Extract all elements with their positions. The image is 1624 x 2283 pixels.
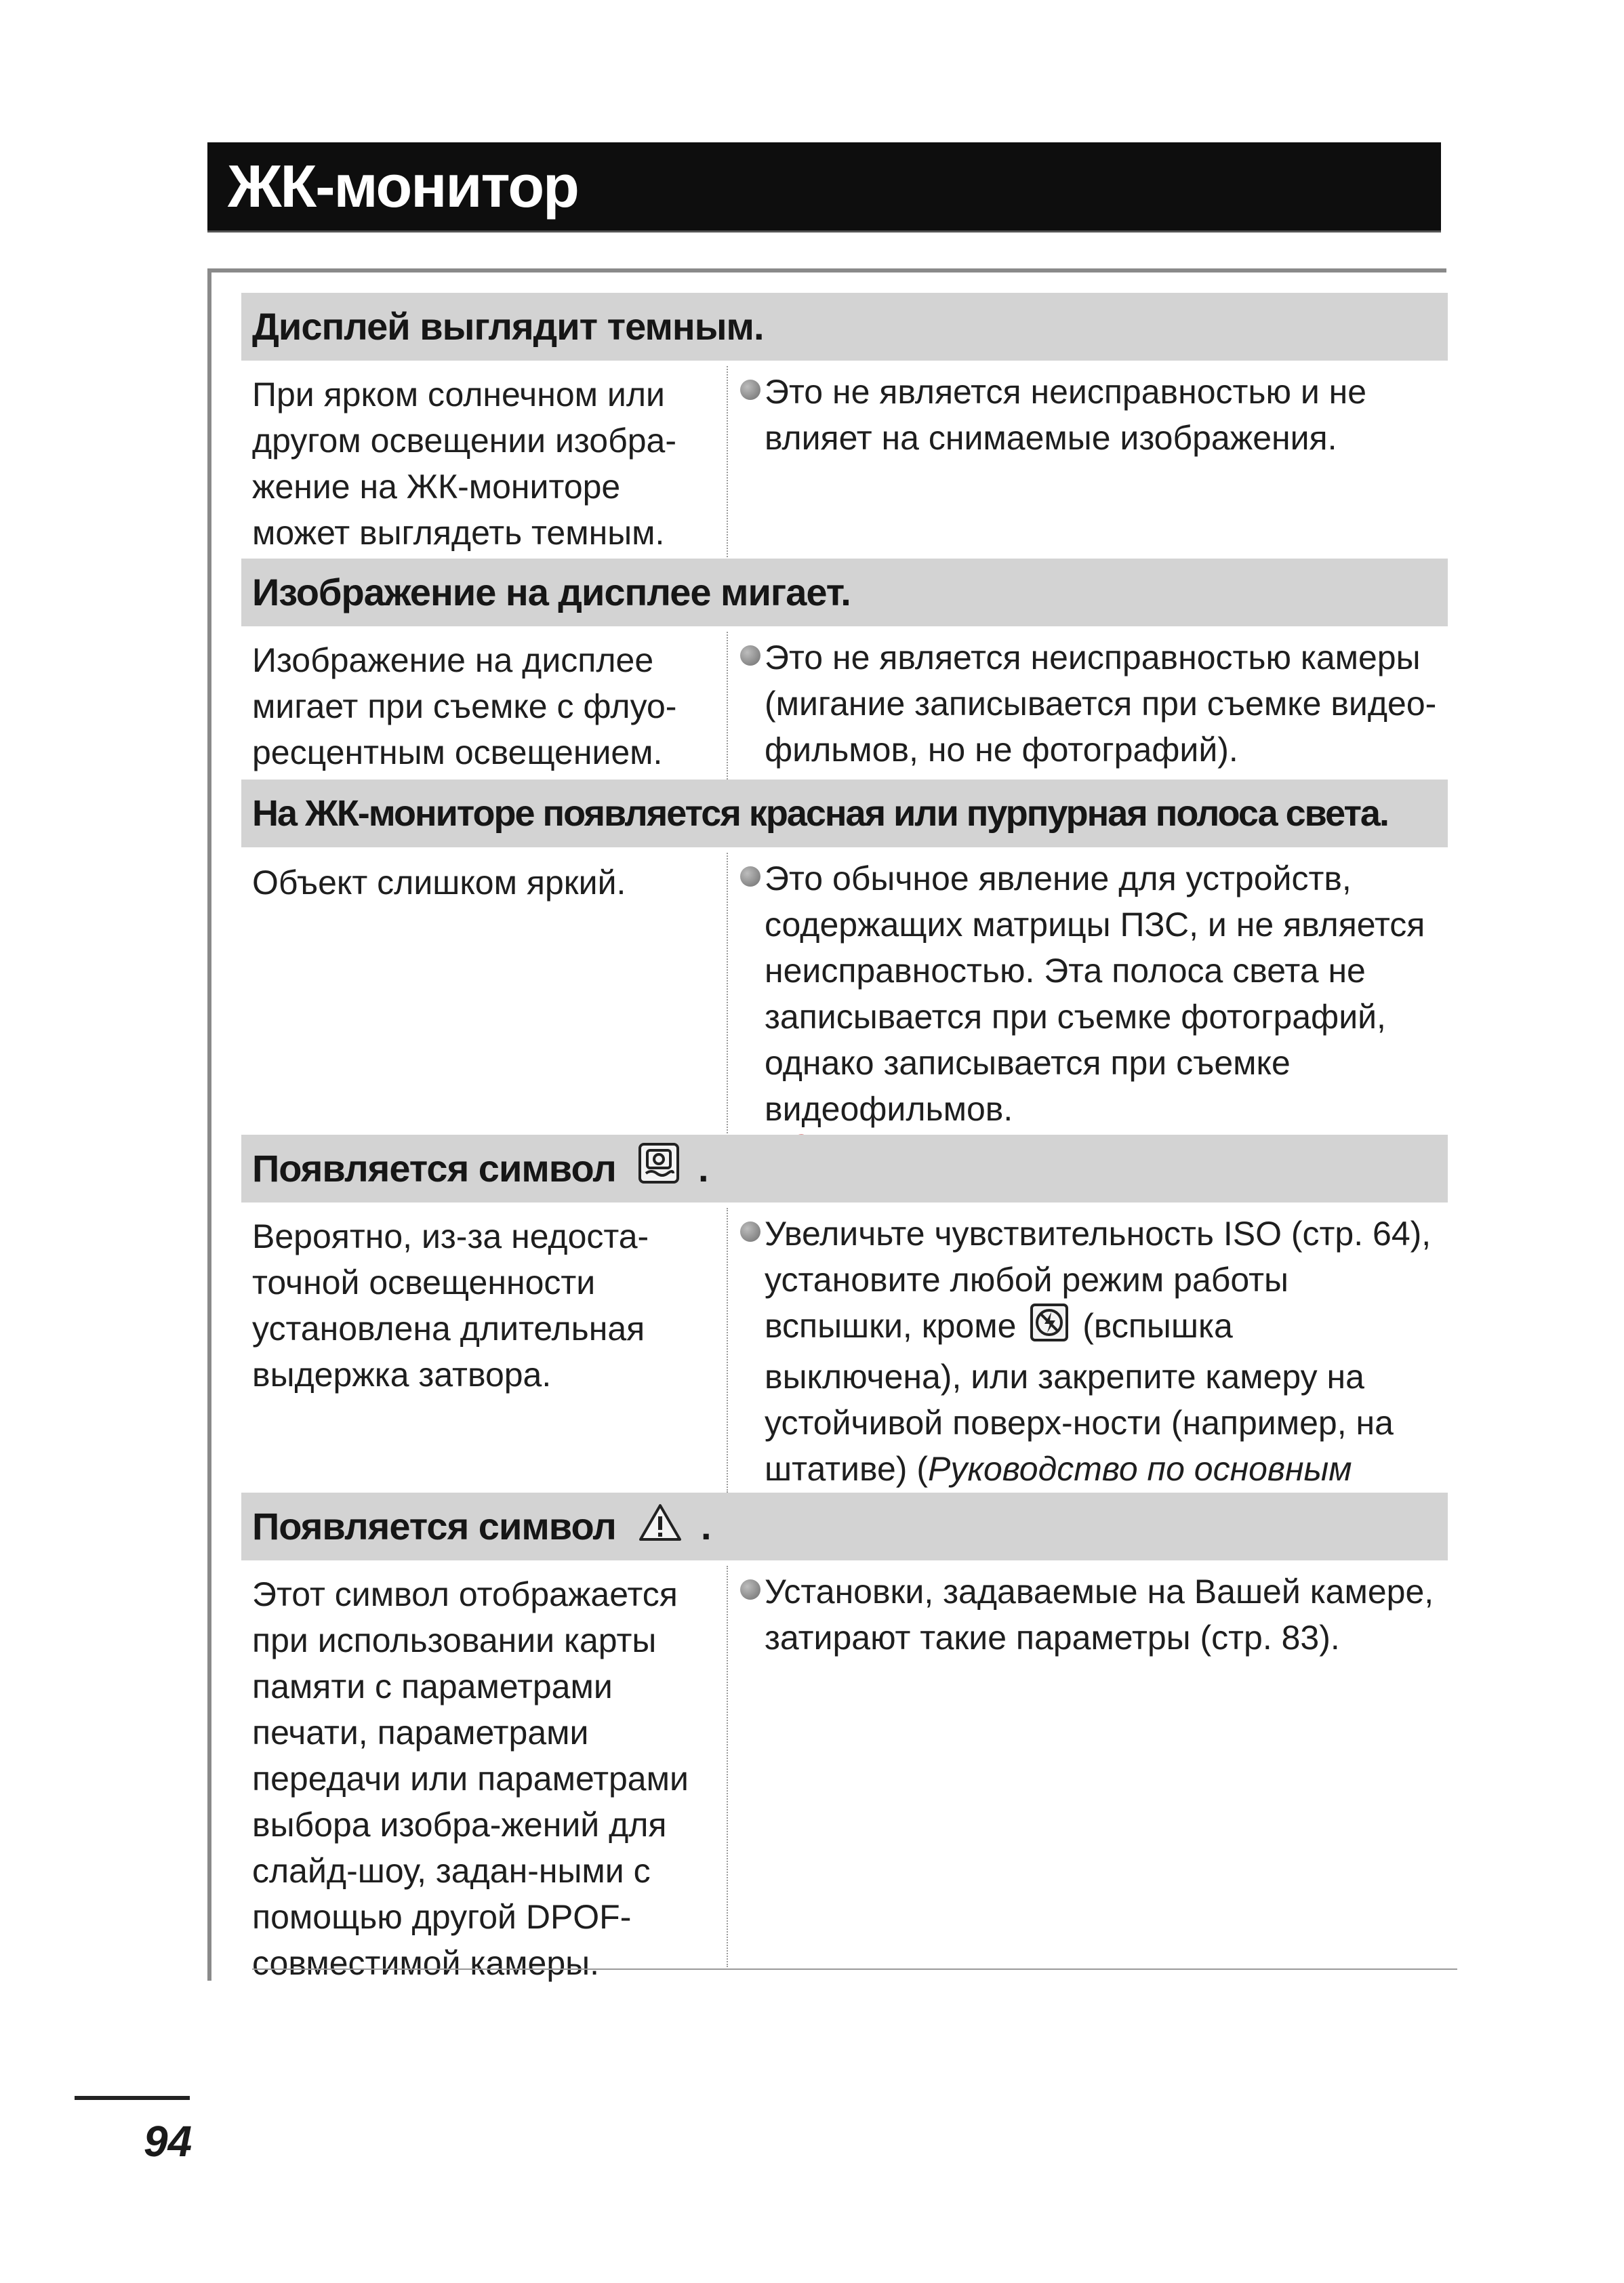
warning-triangle-icon: [638, 1495, 683, 1563]
heading-period: .: [701, 1505, 711, 1548]
cause-text: Этот символ отображается при использовании карты памяти с параметрами печати, параметрами передачи или параметрами выбора изобра-жений для слайд-шоу, задан-ными с помощью другой DPOF-совместимой камеры.: [252, 1575, 689, 1982]
solution-text-content: Это не является неисправностью и не влияет на снимаемые изображения.: [765, 373, 1367, 457]
cause-text: Вероятно, из-за недоста-точной освещенности установлена длительная выдержка затвора.: [252, 1217, 649, 1394]
solution-text-content: Это не является неисправностью камеры (мигание записывается при съемке видео-фильмов, но не фотографий).: [765, 639, 1437, 769]
cause-text: При ярком солнечном или другом освещении изобра-жение на ЖК-мониторе может выглядеть темным.: [252, 376, 677, 552]
section-heading-shake-symbol: [241, 1135, 1448, 1203]
section-heading-dark-display: Дисплей выглядит темным.: [241, 293, 1448, 361]
table-bottom-rule: [252, 1968, 1457, 1970]
solution-text-content: Это обычное явление для устройств, содержащих матрицы ПЗС, и не является неисправностью. Эта полоса света не записывается при съемке фотографий, однако записывается при съемке видеофильмов.: [765, 860, 1425, 1128]
column-divider: [727, 366, 728, 560]
column-divider: [727, 853, 728, 1133]
page-number: 94: [144, 2117, 192, 2166]
section-heading-flicker: Изображение на дисплее мигает.: [241, 559, 1448, 626]
section-heading-warning-symbol: [241, 1493, 1448, 1560]
solution-text: [740, 1569, 1438, 1661]
solution-text-content: Установки, задаваемые на Вашей камере, затирают такие параметры (стр. 83).: [765, 1573, 1434, 1657]
cause-text: Объект слишком яркий.: [252, 864, 626, 902]
heading-period: .: [698, 1147, 708, 1190]
cause-text: Изображение на дисплее мигает при съемке с флуо-ресцентным освещением.: [252, 641, 677, 771]
title-bar: [207, 142, 1441, 233]
page-title: ЖК-монитор: [228, 153, 578, 220]
bullet-icon: [740, 645, 760, 666]
bullet-icon: [740, 866, 760, 887]
column-divider: [727, 1566, 728, 1967]
section-heading-text: Появляется символ: [252, 1505, 616, 1548]
column-divider: [727, 632, 728, 780]
solution-text: [740, 1211, 1438, 1538]
bullet-icon: [740, 1579, 760, 1600]
flash-off-icon: [1030, 1303, 1069, 1354]
bullet-icon: [740, 1221, 760, 1242]
solution-text-part: (вспышка выключена), или закрепите камеру на устойчивой поверх-ности (например, на штативе) (: [765, 1307, 1394, 1489]
solution-text-part: Увеличьте чувствительность ISO (стр. 64), установите любой режим работы вспышки, кроме: [765, 1215, 1432, 1345]
manual-reference: Руководство по основным: [928, 1450, 1352, 1489]
page-number-rule: [75, 2096, 190, 2100]
camera-shake-icon: [638, 1137, 680, 1205]
section-heading-smear: На ЖК-мониторе появляется красная или пурпурная полоса света.: [241, 780, 1448, 847]
bullet-icon: [740, 380, 760, 400]
solution-text: [740, 369, 1438, 461]
solution-text: [740, 855, 1438, 1132]
column-divider: [727, 1208, 728, 1493]
section-heading-text: Появляется символ: [252, 1147, 616, 1190]
solution-text: [740, 634, 1438, 773]
